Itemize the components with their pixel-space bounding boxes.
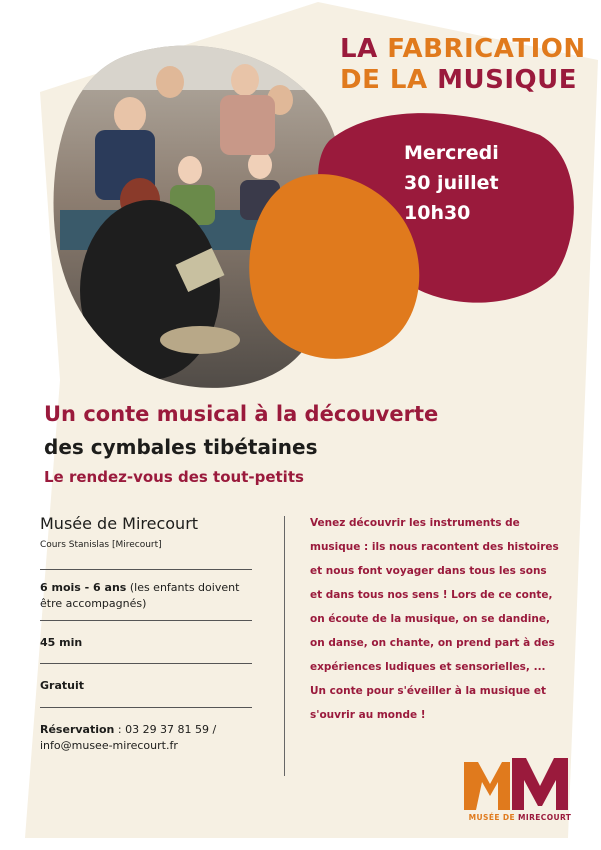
reservation-label: Réservation bbox=[40, 723, 115, 736]
age-range-bold: 6 mois - 6 ans bbox=[40, 581, 127, 594]
event-time: 10h30 bbox=[404, 202, 471, 224]
reservation-phone: : 03 29 37 81 59 / bbox=[114, 723, 217, 736]
venue-name: Musée de Mirecourt bbox=[40, 514, 199, 533]
event-date-text: 30 juillet bbox=[404, 172, 499, 194]
duration bbox=[40, 635, 255, 651]
description: Venez découvrir les instruments de musique : ils nous racontent des histoires et nous font voyager dans tous les sons et dans tous nos sens ! Lors de ce conte, on écoute de la musique, on se dandine, on danse, on chante, on prend part à des expériences ludiques et sensorielles, ... Un conte pour s'éveiller à la musique et s'ouvrir au monde ! bbox=[310, 517, 559, 721]
title-word-fabrication: FABRICATION bbox=[387, 34, 586, 64]
event-details bbox=[40, 512, 255, 754]
age-range-note: (les enfants doivent être accompagnés) bbox=[40, 581, 240, 610]
divider bbox=[40, 663, 252, 664]
logo-caption bbox=[462, 813, 578, 822]
tagline: Le rendez-vous des tout-petits bbox=[44, 468, 304, 486]
duration-value: 45 min bbox=[40, 636, 83, 649]
reservation bbox=[40, 722, 255, 754]
logo-caption-part2: MIRECOURT bbox=[518, 813, 572, 822]
venue-address: Cours Stanislas [Mirecourt] bbox=[40, 540, 162, 550]
event-date bbox=[404, 138, 564, 228]
event-day: Mercredi bbox=[404, 142, 499, 164]
divider bbox=[40, 569, 252, 570]
divider bbox=[40, 707, 252, 708]
reservation-email[interactable]: info@musee-mirecourt.fr bbox=[40, 739, 178, 752]
title-word-musique: MUSIQUE bbox=[437, 65, 578, 95]
price bbox=[40, 678, 255, 694]
title-word-de-la: DE LA bbox=[340, 65, 438, 95]
headline: Un conte musical à la découverte bbox=[44, 402, 439, 426]
age-range bbox=[40, 580, 255, 614]
logo-caption-part1: MUSÉE DE bbox=[468, 813, 519, 822]
column-divider bbox=[284, 516, 285, 776]
price-value: Gratuit bbox=[40, 679, 84, 692]
subheadline: des cymbales tibétaines bbox=[44, 435, 318, 459]
poster-title bbox=[340, 34, 590, 96]
divider bbox=[40, 620, 252, 621]
title-word-la: LA bbox=[340, 34, 388, 64]
